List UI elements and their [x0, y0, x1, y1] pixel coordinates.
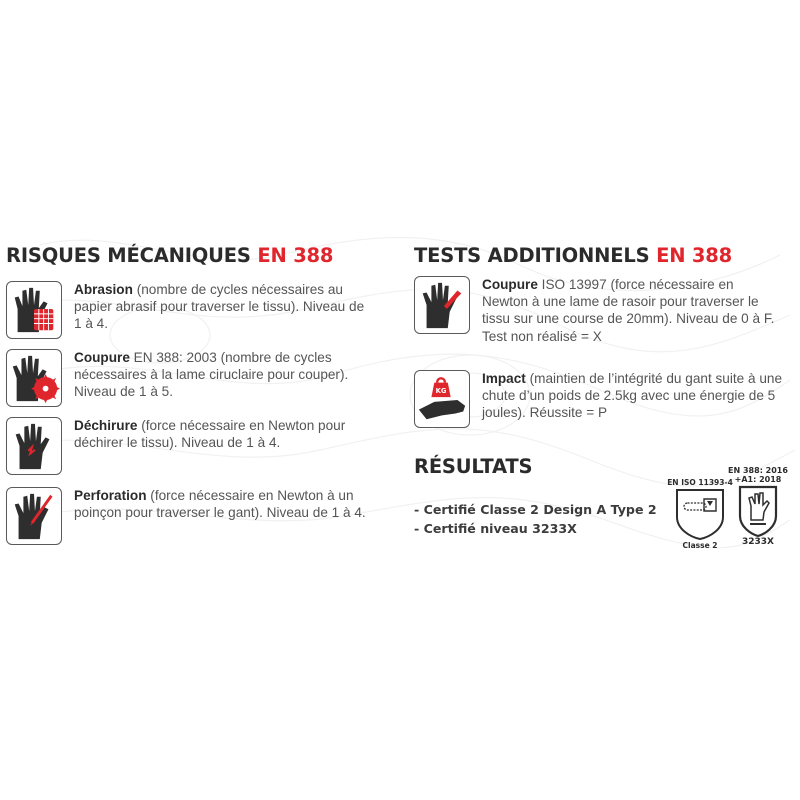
- title-accent: EN 388: [656, 244, 733, 267]
- section-title-additional-tests: [414, 244, 732, 267]
- tear-description: Déchirure (force nécessaire en Newton pour déchirer le tissu). Niveau de 1 à 4.: [74, 418, 346, 451]
- title-text: TESTS ADDITIONNELS: [414, 244, 650, 267]
- glove-circular-blade-icon: [6, 349, 62, 407]
- results-list: [414, 500, 657, 538]
- badge-bottom-label: 3233X: [742, 537, 774, 547]
- chainsaw-shield-icon: [674, 487, 726, 541]
- section-title-mechanical-risks: [6, 244, 333, 267]
- title-accent: EN 388: [257, 244, 334, 267]
- glove-shield-icon: [737, 484, 779, 538]
- cut-description: Coupure EN 388: 2003 (nombre de cycles nécessaires à la lame ciruclaire pour couper). Niveau de 1 à 5.: [74, 350, 349, 400]
- result-line: - Certifié Classe 2 Design A Type 2: [414, 502, 657, 517]
- impact-description: Impact (maintien de l’intégrité du gant suite à une chute d’un poids de 2.5kg avec une énergie de 5 joules). Réussite = P: [482, 371, 783, 421]
- puncture-description: Perforation (force nécessaire en Newton à un poinçon pour traverser le gant). Niveau de 1 à 4.: [74, 488, 366, 521]
- badge-top-label: EN ISO 11393-4: [667, 478, 733, 487]
- glove-razor-blade-icon: [414, 276, 470, 334]
- results-title: RÉSULTATS: [414, 455, 533, 478]
- weight-label: KG: [435, 387, 447, 396]
- badge-en-iso-11393: [662, 478, 738, 550]
- glove-impact-weight-icon: [414, 370, 470, 428]
- badge-en-388: [728, 466, 788, 547]
- badge-top-label-2: +A1: 2018: [734, 475, 782, 484]
- glove-tear-icon: [6, 417, 62, 475]
- badge-bottom-label: Classe 2: [682, 541, 718, 550]
- abrasion-description: Abrasion (nombre de cycles nécessaires au papier abrasif pour traverser le tissu). Niveau de 1 à 4.: [74, 282, 365, 332]
- glove-puncture-icon: [6, 487, 62, 545]
- glove-abrasion-icon: [6, 281, 62, 339]
- title-text: RISQUES MÉCANIQUES: [6, 244, 251, 267]
- cut-iso-description: Coupure ISO 13997 (force nécessaire en Newton à une lame de rasoir pour traverser le tissu sur une course de 20mm). Niveau de 0 à F. Test non réalisé = X: [482, 277, 775, 344]
- badge-top-label: EN 388: 2016: [728, 466, 788, 475]
- result-line: - Certifié niveau 3233X: [414, 521, 577, 536]
